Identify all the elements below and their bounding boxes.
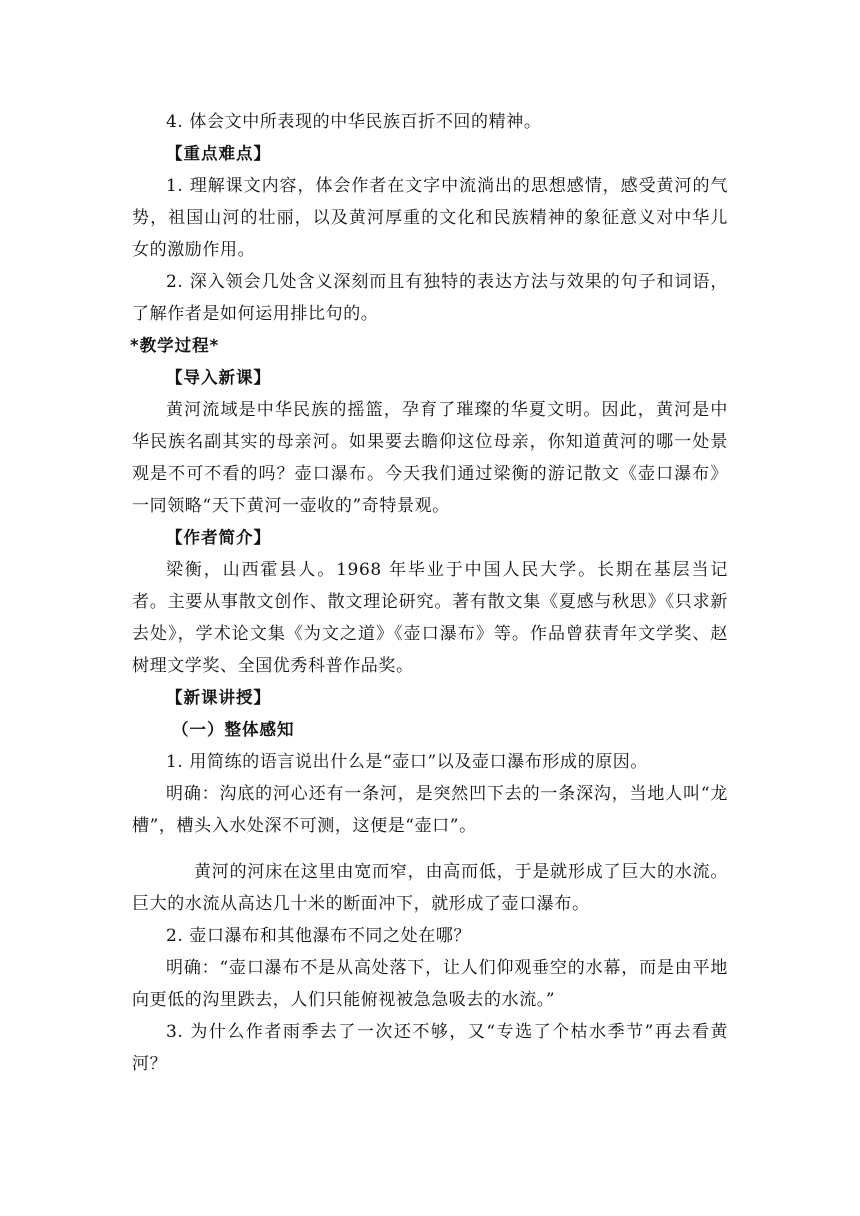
key-points-heading: 【重点难点】	[166, 144, 271, 163]
new-lesson-heading: 【新课讲授】	[166, 688, 271, 707]
intro-paragraph: 黄河流域是中华民族的摇篮，孕育了璀璨的华夏文明。因此，黄河是中华民族名副其实的母亲河。如果要去瞻仰这位母亲，你知道黄河的哪一处景观是不可不看的吗？壶口瀑布。今天我们通过梁衡的游记散文《壶口瀑布》一同领略“天下黄河一壶收的”奇特景观。	[132, 400, 728, 516]
document-content	[132, 106, 728, 1080]
question-1: 1. 用简练的语言说出什么是“壶口”以及壶口瀑布形成的原因。	[166, 752, 649, 772]
key-point-item-2: 2. 深入领会几处含义深刻而且有独特的表达方法与效果的句子和词语，了解作者是如何运用排比句的。	[132, 272, 728, 324]
answer-1: 明确：沟底的河心还有一条河，是突然凹下去的一条深沟，当地人叫“龙槽”，槽头入水处深不可测，这便是“壶口”。	[132, 784, 728, 836]
question-3: 3. 为什么作者雨季去了一次还不够，又“专选了个枯水季节”再去看黄河？	[132, 1022, 728, 1074]
key-point-item-1: 1. 理解课文内容，体会作者在文字中流淌出的思想感情，感受黄河的气势，祖国山河的壮丽，以及黄河厚重的文化和民族精神的象征意义对中华儿女的激励作用。	[132, 176, 728, 260]
overall-perception-heading: （一）整体感知	[172, 720, 295, 739]
objective-item-4: 4. 体会文中所表现的中华民族百折不回的精神。	[166, 112, 542, 132]
question-2: 2. 壶口瀑布和其他瀑布不同之处在哪？	[166, 926, 472, 946]
author-heading: 【作者简介】	[166, 528, 271, 547]
teaching-process-heading: *教学过程*	[130, 336, 220, 355]
answer-2: 明确：“壶口瀑布不是从高处落下，让人们仰观垂空的水幕，而是由平地向更低的沟里跌去，人们只能俯视被急急吸去的水流。”	[132, 958, 728, 1010]
intro-heading: 【导入新课】	[166, 368, 271, 387]
author-paragraph: 梁衡，山西霍县人。1968 年毕业于中国人民大学。长期在基层当记者。主要从事散文创作、散文理论研究。著有散文集《夏感与秋思》《只求新去处》，学术论文集《为文之道》《壶口瀑布》等。作品曾获青年文学奖、赵树理文学奖、全国优秀科普作品奖。	[132, 560, 728, 676]
answer-1-continued: 黄河的河床在这里由宽而窄，由高而低，于是就形成了巨大的水流。 巨大的水流从高达几十米的断面冲下，就形成了壶口瀑布。	[132, 862, 728, 914]
